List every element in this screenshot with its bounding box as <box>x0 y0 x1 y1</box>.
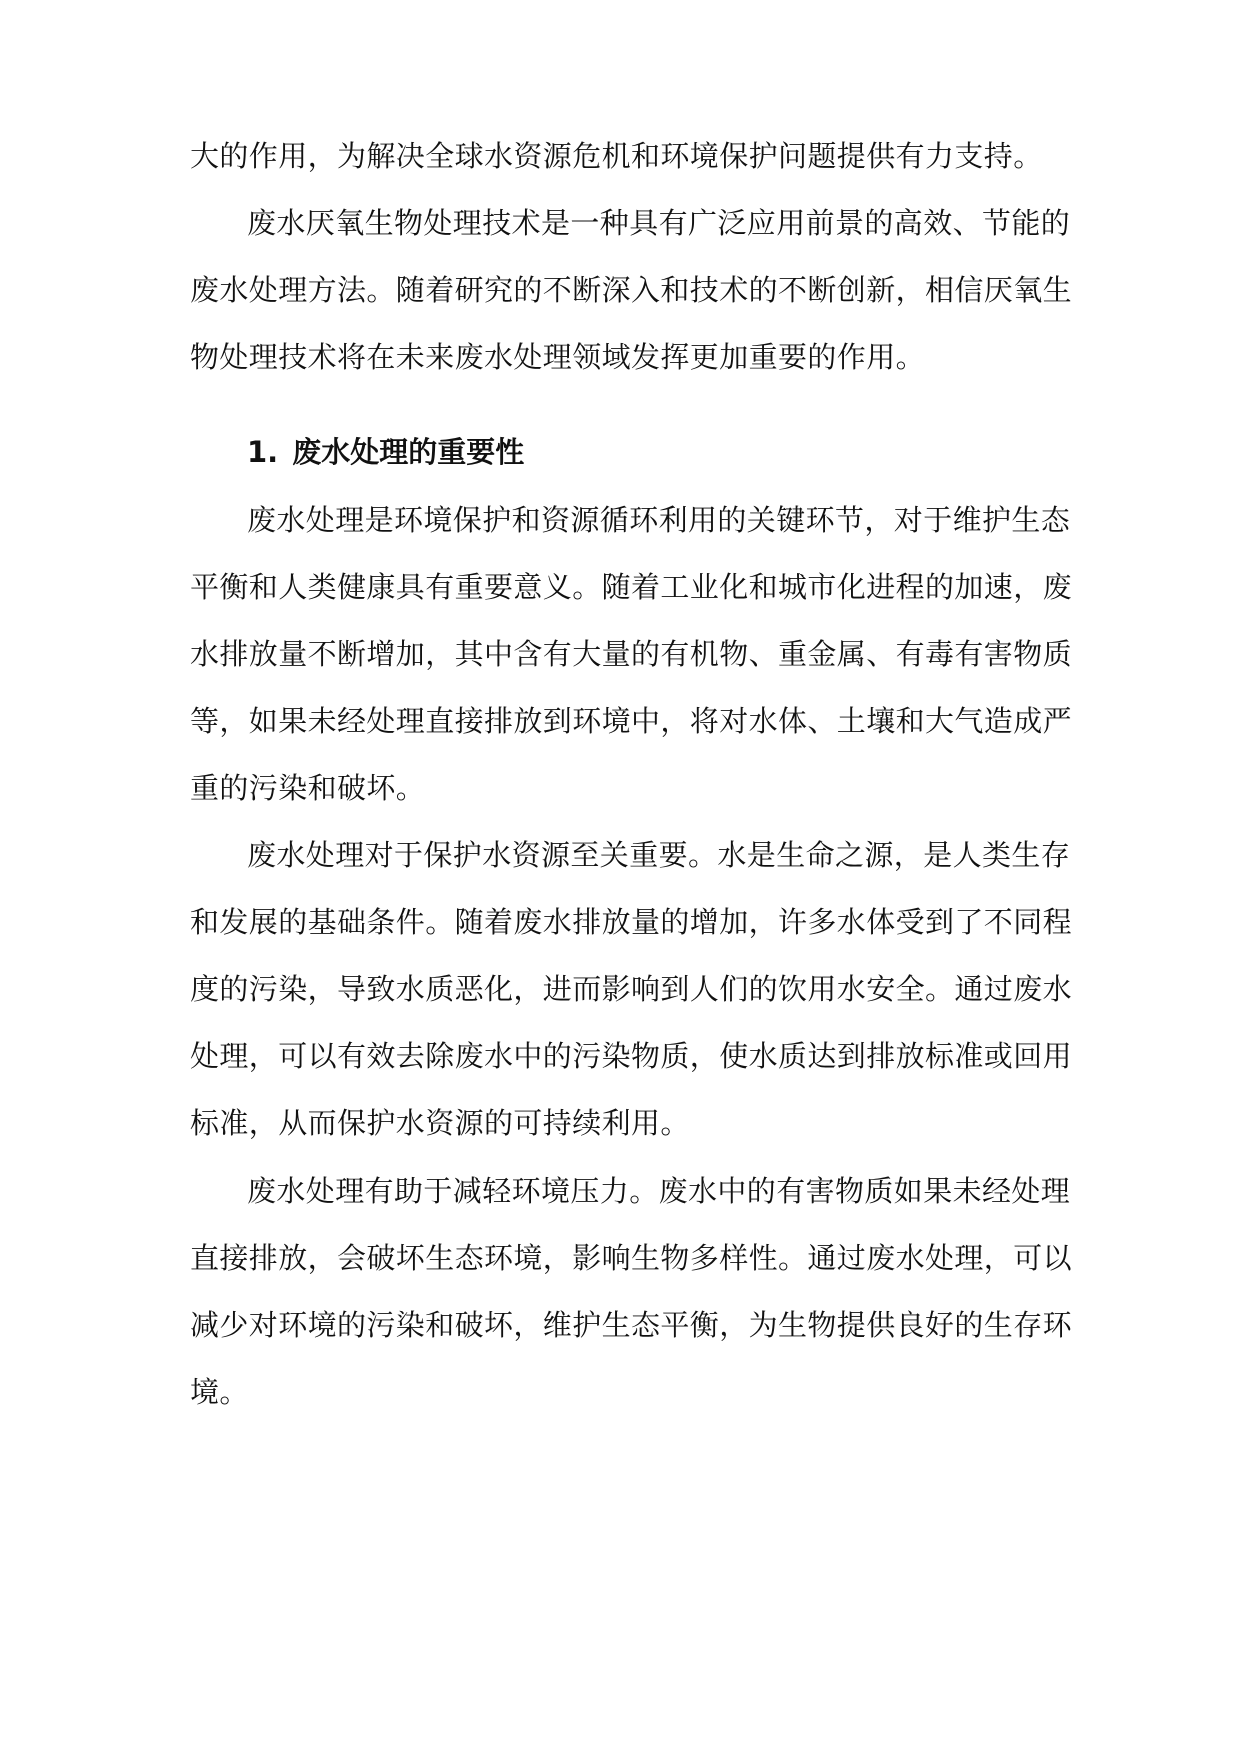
paragraph-line: 和发展的基础条件。随着废水排放量的增加，许多水体受到了不同程 <box>190 905 1073 939</box>
paragraph-line: 废水处理是环境保护和资源循环利用的关键环节，对于维护生态 <box>247 503 1071 537</box>
paragraph-line: 等，如果未经处理直接排放到环境中，将对水体、土壤和大气造成严 <box>190 704 1073 738</box>
paragraph-line: 物处理技术将在未来废水处理领域发挥更加重要的作用。 <box>190 340 926 374</box>
paragraph-line: 废水处理有助于减轻环境压力。废水中的有害物质如果未经处理 <box>247 1174 1071 1208</box>
section-title: 废水处理的重要性 <box>292 435 525 469</box>
paragraph-line: 度的污染，导致水质恶化，进而影响到人们的饮用水安全。通过废水 <box>190 972 1073 1006</box>
paragraph-line: 水排放量不断增加，其中含有大量的有机物、重金属、有毒有害物质 <box>190 637 1073 671</box>
section-heading <box>247 432 524 472</box>
paragraph-line: 平衡和人类健康具有重要意义。随着工业化和城市化进程的加速，废 <box>190 570 1073 604</box>
paragraph-line: 直接排放，会破坏生态环境，影响生物多样性。通过废水处理，可以 <box>190 1241 1073 1275</box>
paragraph-line: 大的作用，为解决全球水资源危机和环境保护问题提供有力支持。 <box>190 139 1043 173</box>
paragraph-line: 境。 <box>190 1375 249 1409</box>
paragraph-line: 处理，可以有效去除废水中的污染物质，使水质达到排放标准或回用 <box>190 1039 1073 1073</box>
paragraph-line: 废水厌氧生物处理技术是一种具有广泛应用前景的高效、节能的 <box>247 206 1071 240</box>
paragraph-line: 废水处理对于保护水资源至关重要。水是生命之源，是人类生存 <box>247 838 1071 872</box>
section-number: 1. <box>247 435 279 469</box>
paragraph-line: 废水处理方法。随着研究的不断深入和技术的不断创新，相信厌氧生 <box>190 273 1073 307</box>
paragraph-line: 重的污染和破坏。 <box>190 771 426 805</box>
paragraph-line: 减少对环境的污染和破坏，维护生态平衡，为生物提供良好的生存环 <box>190 1308 1073 1342</box>
paragraph-line: 标准，从而保护水资源的可持续利用。 <box>190 1106 690 1140</box>
